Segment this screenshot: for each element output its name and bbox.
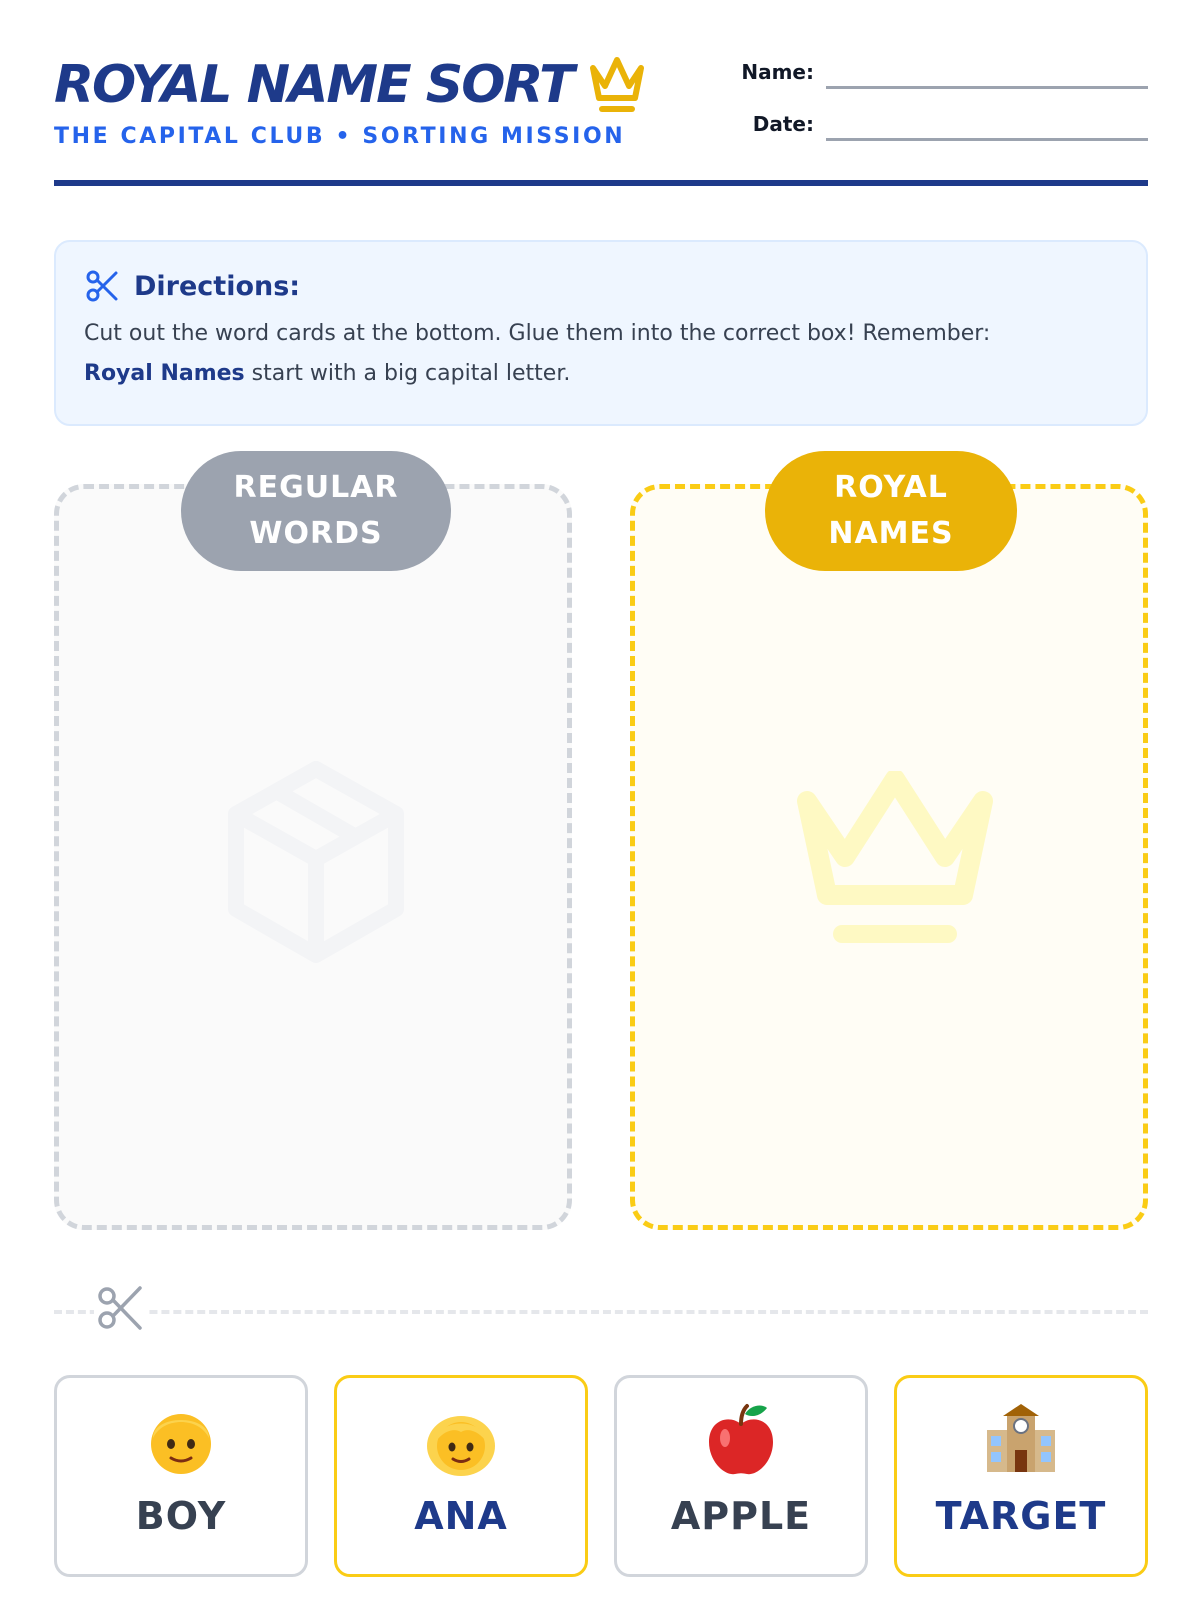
card-word: APPLE <box>670 1494 812 1538</box>
regular-words-label <box>181 451 451 571</box>
directions-text-end: start with a big capital letter. <box>244 361 571 386</box>
directions-title: Directions: <box>134 270 301 302</box>
date-field[interactable] <box>826 138 1148 141</box>
crown-icon <box>585 54 649 116</box>
name-row <box>738 56 1148 108</box>
directions-heading <box>84 268 1118 304</box>
student-info <box>738 56 1148 160</box>
regular-label-line1: REGULAR <box>233 470 399 505</box>
card-word: ANA <box>414 1494 508 1538</box>
scissors-icon <box>94 1282 146 1334</box>
scissors-icon <box>84 268 120 304</box>
royal-label-line2: NAMES <box>828 516 954 551</box>
word-card-apple[interactable] <box>614 1375 868 1577</box>
royal-names-label <box>765 451 1017 571</box>
header-divider <box>54 180 1148 186</box>
directions-highlight: Royal Names <box>84 361 245 386</box>
worksheet-subtitle: THE CAPITAL CLUB • SORTING MISSION <box>54 124 626 149</box>
worksheet-header <box>54 50 1148 186</box>
date-label: Date: <box>752 112 814 136</box>
crown-icon <box>793 771 997 955</box>
worksheet-title: ROYAL NAME SORT <box>54 55 573 115</box>
box-icon <box>221 759 411 969</box>
directions-text <box>84 314 1118 394</box>
date-row <box>738 108 1148 160</box>
title-group <box>54 54 649 116</box>
boy-icon <box>141 1400 221 1480</box>
word-card-ana[interactable] <box>334 1375 588 1577</box>
royal-names-box[interactable] <box>630 470 1148 1230</box>
directions-box <box>54 240 1148 426</box>
name-label: Name: <box>741 60 814 84</box>
card-word: TARGET <box>935 1494 1107 1538</box>
cut-line <box>54 1310 1148 1314</box>
apple-icon <box>701 1400 781 1480</box>
regular-words-box[interactable] <box>54 470 572 1230</box>
directions-text-start: Cut out the word cards at the bottom. Glue them into the correct box! Remember: <box>84 321 991 346</box>
name-field[interactable] <box>826 86 1148 89</box>
royal-label-line1: ROYAL <box>834 470 948 505</box>
regular-label-line2: WORDS <box>249 516 383 551</box>
word-card-target[interactable] <box>894 1375 1148 1577</box>
girl-icon <box>421 1400 501 1480</box>
word-card-boy[interactable] <box>54 1375 308 1577</box>
card-word: BOY <box>135 1494 227 1538</box>
school-icon <box>981 1400 1061 1480</box>
